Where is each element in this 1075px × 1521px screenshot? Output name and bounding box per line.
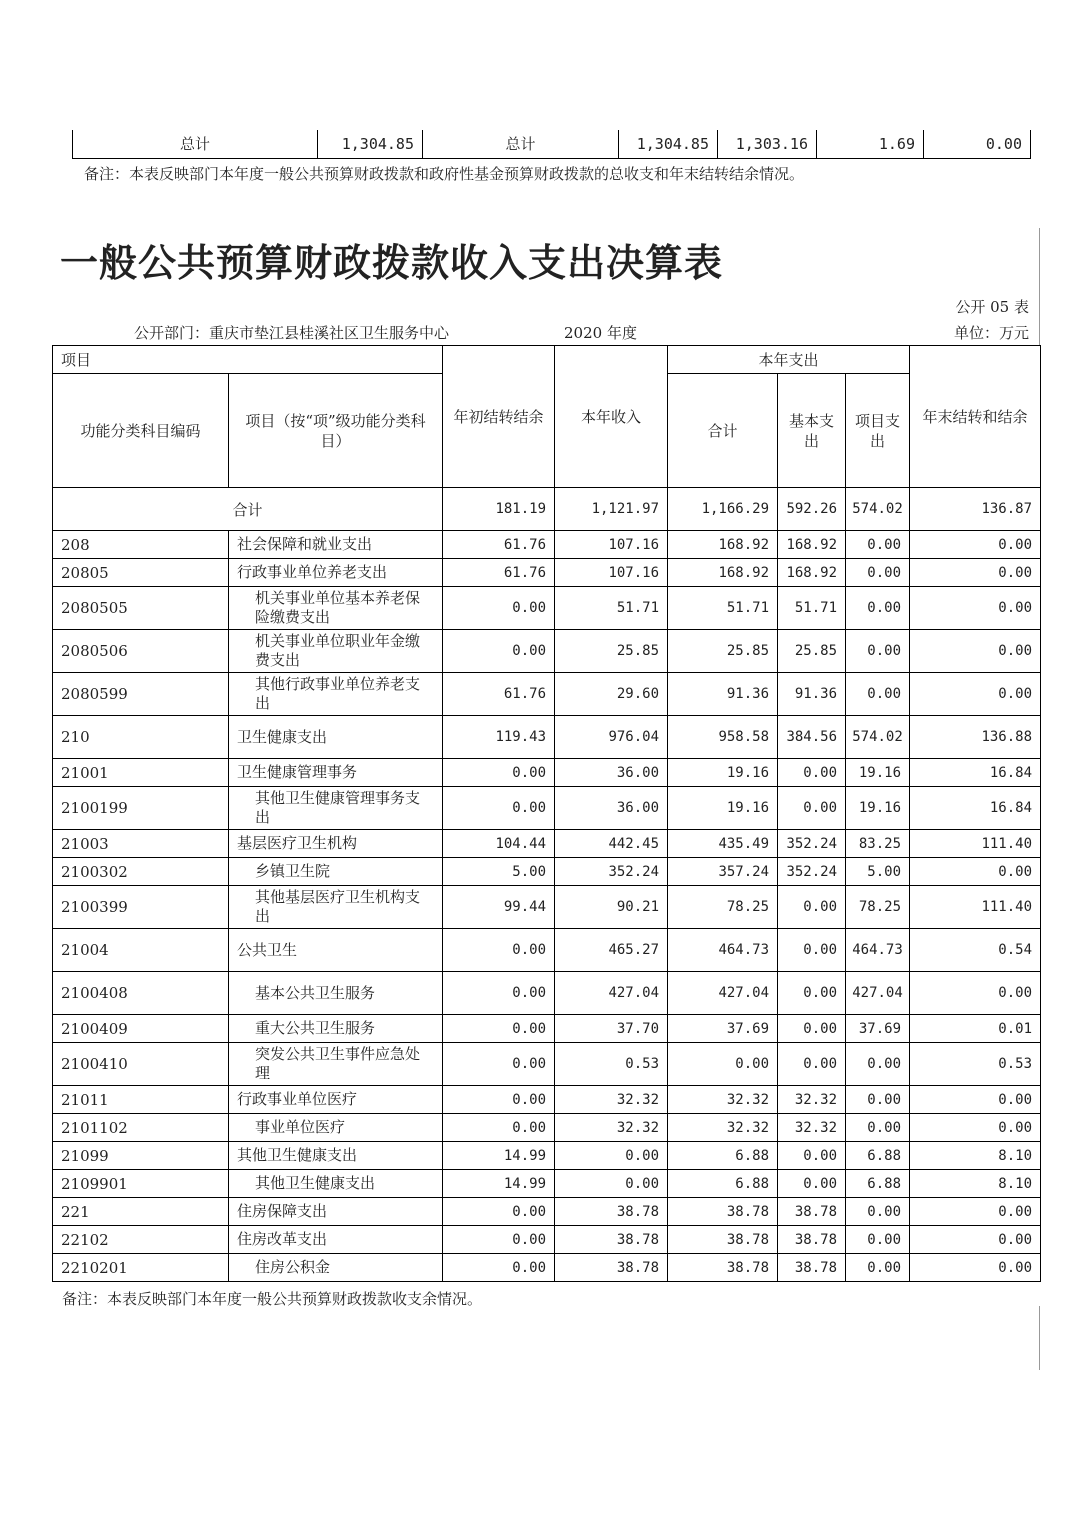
cell-income: 29.60 bbox=[555, 673, 668, 716]
table-row bbox=[53, 630, 1041, 673]
header-income: 本年收入 bbox=[555, 346, 668, 488]
cell-basic: 0.00 bbox=[778, 1170, 846, 1198]
cell-end: 8.10 bbox=[910, 1142, 1041, 1170]
cell-basic: 592.26 bbox=[778, 488, 846, 531]
cell-project: 0.00 bbox=[846, 559, 910, 587]
cell-income: 427.04 bbox=[555, 972, 668, 1015]
cell-code: 2100199 bbox=[53, 787, 229, 830]
cell-item-name: 住房改革支出 bbox=[229, 1226, 443, 1254]
cell-code: 21001 bbox=[53, 759, 229, 787]
header-code: 功能分类科目编码 bbox=[53, 374, 229, 488]
cell-code: 2080599 bbox=[53, 673, 229, 716]
cell-income: 0.53 bbox=[555, 1043, 668, 1086]
cell-item-name: 乡镇卫生院 bbox=[229, 858, 443, 886]
cell-project: 0.00 bbox=[846, 1226, 910, 1254]
page-margin-line bbox=[1039, 1306, 1040, 1370]
prev-table-total-row bbox=[72, 130, 1031, 159]
cell-total: 37.69 bbox=[668, 1015, 778, 1043]
cell-project: 574.02 bbox=[846, 488, 910, 531]
cell-total: 1,166.29 bbox=[668, 488, 778, 531]
cell-end: 16.84 bbox=[910, 759, 1041, 787]
cell-project: 19.16 bbox=[846, 759, 910, 787]
cell-project: 574.02 bbox=[846, 716, 910, 759]
header-total: 合计 bbox=[668, 374, 778, 488]
cell-income: 36.00 bbox=[555, 787, 668, 830]
bottom-note: 备注：本表反映部门本年度一般公共预算财政拨款收支余情况。 bbox=[62, 1290, 483, 1308]
total-label: 总计 bbox=[73, 130, 318, 158]
cell-basic: 32.32 bbox=[778, 1086, 846, 1114]
cell-income: 32.32 bbox=[555, 1086, 668, 1114]
cell-code: 2100302 bbox=[53, 858, 229, 886]
table-row bbox=[53, 858, 1041, 886]
table-row bbox=[53, 929, 1041, 972]
cell-code: 2100409 bbox=[53, 1015, 229, 1043]
cell-code: 21003 bbox=[53, 830, 229, 858]
cell-total: 32.32 bbox=[668, 1114, 778, 1142]
table-row bbox=[53, 759, 1041, 787]
cell-project: 0.00 bbox=[846, 587, 910, 630]
cell-item-name: 行政事业单位医疗 bbox=[229, 1086, 443, 1114]
cell-begin: 0.00 bbox=[443, 1015, 555, 1043]
cell-begin: 99.44 bbox=[443, 886, 555, 929]
cell-begin: 61.76 bbox=[443, 559, 555, 587]
cell-total: 168.92 bbox=[668, 559, 778, 587]
cell-begin: 0.00 bbox=[443, 1086, 555, 1114]
cell-project: 0.00 bbox=[846, 673, 910, 716]
cell-begin: 0.00 bbox=[443, 972, 555, 1015]
cell-code: 2080505 bbox=[53, 587, 229, 630]
cell-income: 38.78 bbox=[555, 1198, 668, 1226]
cell-project: 0.00 bbox=[846, 1043, 910, 1086]
cell-end: 8.10 bbox=[910, 1170, 1041, 1198]
cell-end: 16.84 bbox=[910, 787, 1041, 830]
cell-item-name: 其他卫生健康管理事务支出 bbox=[229, 787, 443, 830]
table-row bbox=[53, 1043, 1041, 1086]
header-expenditure-group: 本年支出 bbox=[668, 346, 910, 374]
cell-begin: 0.00 bbox=[443, 1114, 555, 1142]
cell-project: 464.73 bbox=[846, 929, 910, 972]
cell-project: 83.25 bbox=[846, 830, 910, 858]
cell-total: 6.88 bbox=[668, 1170, 778, 1198]
top-note: 备注：本表反映部门本年度一般公共预算财政拨款和政府性基金预算财政拨款的总收支和年末结转结余情况。 bbox=[84, 165, 805, 183]
cell-income: 25.85 bbox=[555, 630, 668, 673]
cell-end: 111.40 bbox=[910, 886, 1041, 929]
cell-begin: 61.76 bbox=[443, 673, 555, 716]
cell-project: 0.00 bbox=[846, 1086, 910, 1114]
cell-income: 352.24 bbox=[555, 858, 668, 886]
table-row bbox=[53, 787, 1041, 830]
cell-begin: 61.76 bbox=[443, 531, 555, 559]
cell-code: 2210201 bbox=[53, 1254, 229, 1282]
cell-end: 0.00 bbox=[910, 587, 1041, 630]
form-number: 公开 05 表 bbox=[955, 298, 1029, 316]
cell-project: 427.04 bbox=[846, 972, 910, 1015]
fiscal-year: 2020 年度 bbox=[564, 324, 637, 342]
cell-income: 107.16 bbox=[555, 531, 668, 559]
cell-income: 107.16 bbox=[555, 559, 668, 587]
cell-begin: 5.00 bbox=[443, 858, 555, 886]
cell-total: 0.00 bbox=[668, 1043, 778, 1086]
cell-begin: 0.00 bbox=[443, 630, 555, 673]
table-row bbox=[53, 1015, 1041, 1043]
cell-income: 38.78 bbox=[555, 1226, 668, 1254]
cell-item-name: 其他卫生健康支出 bbox=[229, 1142, 443, 1170]
cell-total: 78.25 bbox=[668, 886, 778, 929]
cell-end: 136.88 bbox=[910, 716, 1041, 759]
cell-code: 210 bbox=[53, 716, 229, 759]
cell-income: 0.00 bbox=[555, 1142, 668, 1170]
cell-item-name: 事业单位医疗 bbox=[229, 1114, 443, 1142]
cell-project: 0.00 bbox=[846, 1114, 910, 1142]
cell-end: 0.00 bbox=[910, 858, 1041, 886]
cell-begin: 0.00 bbox=[443, 1043, 555, 1086]
cell-begin: 0.00 bbox=[443, 759, 555, 787]
cell-project: 0.00 bbox=[846, 1198, 910, 1226]
header-begin-balance: 年初结转结余 bbox=[443, 346, 555, 488]
table-row bbox=[53, 1142, 1041, 1170]
cell-basic: 0.00 bbox=[778, 1142, 846, 1170]
cell-basic: 0.00 bbox=[778, 886, 846, 929]
cell-income: 38.78 bbox=[555, 1254, 668, 1282]
cell-total: 19.16 bbox=[668, 759, 778, 787]
cell-item-name: 其他卫生健康支出 bbox=[229, 1170, 443, 1198]
table-row bbox=[53, 886, 1041, 929]
cell-basic: 51.71 bbox=[778, 587, 846, 630]
table-row bbox=[53, 1254, 1041, 1282]
cell-item-name: 基本公共卫生服务 bbox=[229, 972, 443, 1015]
header-end-balance: 年末结转和结余 bbox=[910, 346, 1041, 488]
cell-begin: 0.00 bbox=[443, 1198, 555, 1226]
cell-income: 36.00 bbox=[555, 759, 668, 787]
cell-basic: 0.00 bbox=[778, 972, 846, 1015]
cell-total: 38.78 bbox=[668, 1198, 778, 1226]
cell-project: 19.16 bbox=[846, 787, 910, 830]
cell-income: 51.71 bbox=[555, 587, 668, 630]
total-expense-value: 1,304.85 bbox=[619, 130, 718, 158]
cell-total: 32.32 bbox=[668, 1086, 778, 1114]
cell-basic: 352.24 bbox=[778, 830, 846, 858]
cell-basic: 38.78 bbox=[778, 1226, 846, 1254]
table-row bbox=[53, 587, 1041, 630]
cell-project: 0.00 bbox=[846, 1254, 910, 1282]
page-margin-line bbox=[1039, 228, 1040, 346]
total-row-label: 合计 bbox=[53, 488, 443, 531]
cell-item-name: 突发公共卫生事件应急处理 bbox=[229, 1043, 443, 1086]
header-basic: 基本支出 bbox=[778, 374, 846, 488]
cell-project: 0.00 bbox=[846, 630, 910, 673]
table-row bbox=[53, 972, 1041, 1015]
cell-item-name: 住房公积金 bbox=[229, 1254, 443, 1282]
header-project: 项目 bbox=[53, 346, 443, 374]
total-subvalue: 1.69 bbox=[817, 130, 924, 158]
cell-code: 21099 bbox=[53, 1142, 229, 1170]
cell-end: 0.54 bbox=[910, 929, 1041, 972]
header-item-name: 项目（按“项”级功能分类科目） bbox=[229, 374, 443, 488]
cell-total: 38.78 bbox=[668, 1254, 778, 1282]
cell-total: 91.36 bbox=[668, 673, 778, 716]
unit-label: 单位：万元 bbox=[953, 324, 1029, 342]
table-row bbox=[53, 1114, 1041, 1142]
cell-code: 2100410 bbox=[53, 1043, 229, 1086]
table-row bbox=[53, 830, 1041, 858]
total-income-value: 1,304.85 bbox=[318, 130, 423, 158]
cell-total: 25.85 bbox=[668, 630, 778, 673]
cell-begin: 104.44 bbox=[443, 830, 555, 858]
cell-begin: 0.00 bbox=[443, 587, 555, 630]
cell-basic: 38.78 bbox=[778, 1198, 846, 1226]
cell-total: 464.73 bbox=[668, 929, 778, 972]
cell-income: 37.70 bbox=[555, 1015, 668, 1043]
cell-income: 32.32 bbox=[555, 1114, 668, 1142]
department: 公开部门：重庆市垫江县桂溪社区卫生服务中心 bbox=[134, 324, 450, 342]
cell-basic: 0.00 bbox=[778, 787, 846, 830]
table-row bbox=[53, 1198, 1041, 1226]
cell-end: 0.00 bbox=[910, 972, 1041, 1015]
cell-begin: 0.00 bbox=[443, 787, 555, 830]
cell-begin: 181.19 bbox=[443, 488, 555, 531]
page-title: 一般公共预算财政拨款收入支出决算表 bbox=[60, 240, 724, 285]
cell-code: 2109901 bbox=[53, 1170, 229, 1198]
table-row bbox=[53, 1170, 1041, 1198]
cell-end: 0.01 bbox=[910, 1015, 1041, 1043]
cell-basic: 352.24 bbox=[778, 858, 846, 886]
cell-item-name: 卫生健康支出 bbox=[229, 716, 443, 759]
cell-code: 20805 bbox=[53, 559, 229, 587]
cell-begin: 0.00 bbox=[443, 929, 555, 972]
cell-project: 5.00 bbox=[846, 858, 910, 886]
cell-end: 0.00 bbox=[910, 673, 1041, 716]
cell-end: 0.00 bbox=[910, 1226, 1041, 1254]
cell-income: 0.00 bbox=[555, 1170, 668, 1198]
cell-total: 168.92 bbox=[668, 531, 778, 559]
cell-code: 21004 bbox=[53, 929, 229, 972]
cell-basic: 384.56 bbox=[778, 716, 846, 759]
total-end-value: 0.00 bbox=[985, 135, 1022, 153]
cell-code: 2100408 bbox=[53, 972, 229, 1015]
cell-end: 136.87 bbox=[910, 488, 1041, 531]
cell-item-name: 机关事业单位职业年金缴费支出 bbox=[229, 630, 443, 673]
cell-end: 0.00 bbox=[910, 1114, 1041, 1142]
cell-code: 2080506 bbox=[53, 630, 229, 673]
cell-end: 0.00 bbox=[910, 630, 1041, 673]
cell-code: 21011 bbox=[53, 1086, 229, 1114]
cell-item-name: 其他行政事业单位养老支出 bbox=[229, 673, 443, 716]
cell-basic: 38.78 bbox=[778, 1254, 846, 1282]
cell-basic: 0.00 bbox=[778, 1015, 846, 1043]
cell-item-name: 其他基层医疗卫生机构支出 bbox=[229, 886, 443, 929]
cell-income: 442.45 bbox=[555, 830, 668, 858]
cell-total: 6.88 bbox=[668, 1142, 778, 1170]
cell-income: 90.21 bbox=[555, 886, 668, 929]
cell-project: 0.00 bbox=[846, 531, 910, 559]
cell-code: 208 bbox=[53, 531, 229, 559]
cell-item-name: 公共卫生 bbox=[229, 929, 443, 972]
cell-code: 2101102 bbox=[53, 1114, 229, 1142]
cell-end: 0.00 bbox=[910, 531, 1041, 559]
cell-total: 51.71 bbox=[668, 587, 778, 630]
cell-begin: 0.00 bbox=[443, 1226, 555, 1254]
cell-basic: 91.36 bbox=[778, 673, 846, 716]
cell-item-name: 基层医疗卫生机构 bbox=[229, 830, 443, 858]
cell-basic: 0.00 bbox=[778, 759, 846, 787]
cell-income: 1,121.97 bbox=[555, 488, 668, 531]
cell-project: 6.88 bbox=[846, 1170, 910, 1198]
cell-item-name: 机关事业单位基本养老保险缴费支出 bbox=[229, 587, 443, 630]
budget-table bbox=[52, 345, 1041, 1282]
cell-total: 19.16 bbox=[668, 787, 778, 830]
cell-total: 427.04 bbox=[668, 972, 778, 1015]
cell-end: 0.00 bbox=[910, 1086, 1041, 1114]
cell-total: 357.24 bbox=[668, 858, 778, 886]
table-row bbox=[53, 559, 1041, 587]
cell-end: 0.00 bbox=[910, 1198, 1041, 1226]
table-row bbox=[53, 1226, 1041, 1254]
cell-basic: 168.92 bbox=[778, 531, 846, 559]
cell-income: 465.27 bbox=[555, 929, 668, 972]
cell-total: 435.49 bbox=[668, 830, 778, 858]
cell-begin: 14.99 bbox=[443, 1170, 555, 1198]
cell-item-name: 卫生健康管理事务 bbox=[229, 759, 443, 787]
cell-basic: 168.92 bbox=[778, 559, 846, 587]
cell-begin: 0.00 bbox=[443, 1254, 555, 1282]
cell-item-name: 社会保障和就业支出 bbox=[229, 531, 443, 559]
cell-income: 976.04 bbox=[555, 716, 668, 759]
table-row bbox=[53, 673, 1041, 716]
cell-begin: 119.43 bbox=[443, 716, 555, 759]
cell-basic: 32.32 bbox=[778, 1114, 846, 1142]
cell-project: 78.25 bbox=[846, 886, 910, 929]
total-label: 总计 bbox=[423, 130, 619, 158]
cell-end: 111.40 bbox=[910, 830, 1041, 858]
cell-project: 37.69 bbox=[846, 1015, 910, 1043]
table-row bbox=[53, 1086, 1041, 1114]
total-row bbox=[53, 488, 1041, 531]
total-subtotal-value: 1,303.16 bbox=[718, 130, 817, 158]
header-project-exp: 项目支出 bbox=[846, 374, 910, 488]
cell-project: 6.88 bbox=[846, 1142, 910, 1170]
cell-end: 0.00 bbox=[910, 559, 1041, 587]
cell-end: 0.53 bbox=[910, 1043, 1041, 1086]
cell-end: 0.00 bbox=[910, 1254, 1041, 1282]
cell-basic: 0.00 bbox=[778, 1043, 846, 1086]
cell-basic: 25.85 bbox=[778, 630, 846, 673]
cell-code: 22102 bbox=[53, 1226, 229, 1254]
cell-item-name: 住房保障支出 bbox=[229, 1198, 443, 1226]
cell-total: 38.78 bbox=[668, 1226, 778, 1254]
cell-code: 221 bbox=[53, 1198, 229, 1226]
cell-basic: 0.00 bbox=[778, 929, 846, 972]
cell-item-name: 行政事业单位养老支出 bbox=[229, 559, 443, 587]
cell-code: 2100399 bbox=[53, 886, 229, 929]
cell-begin: 14.99 bbox=[443, 1142, 555, 1170]
cell-item-name: 重大公共卫生服务 bbox=[229, 1015, 443, 1043]
table-row bbox=[53, 716, 1041, 759]
cell-total: 958.58 bbox=[668, 716, 778, 759]
table-row bbox=[53, 531, 1041, 559]
